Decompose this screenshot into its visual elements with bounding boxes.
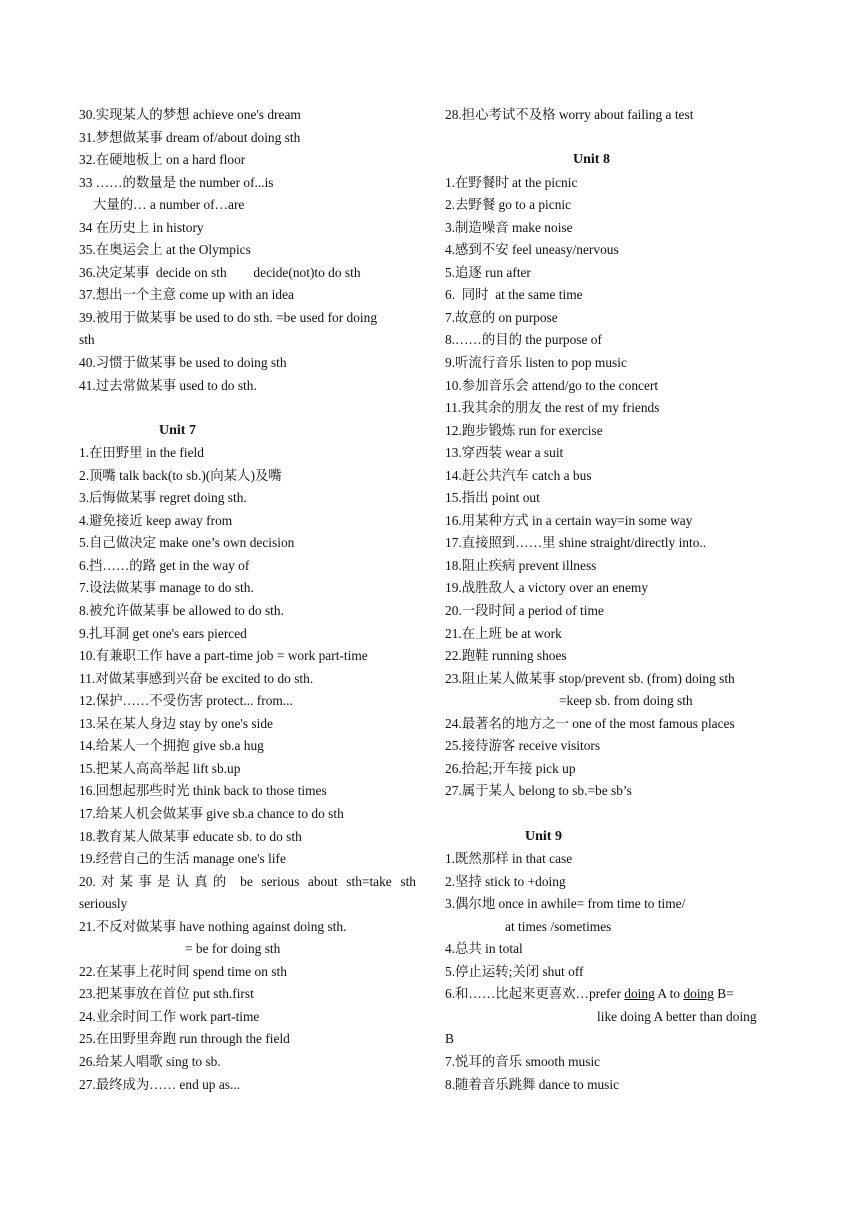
entry-line: at times /sometimes — [505, 918, 612, 934]
entry-line: 5.追逐 run after — [445, 264, 531, 280]
blank-line — [79, 397, 416, 420]
entry-line: 37.想出一个主意 come up with an idea — [79, 287, 294, 303]
entry-line: 39.被用于做某事 be used to do sth. =be used for doing — [79, 309, 378, 325]
entry-line: 3.后悔做某事 regret doing sth. — [79, 490, 247, 506]
entry-line: 5.停止运转;关闭 shut off — [445, 963, 584, 979]
entry-line: 25.在田野里奔跑 run through the field — [79, 1031, 290, 1047]
entry-line: 35.在奥运会上 at the Olympics — [79, 242, 251, 258]
entry-line: 14.赶公共汽车 catch a bus — [445, 467, 592, 483]
entry-line: 11.对做某事感到兴奋 be excited to do sth. — [79, 670, 314, 686]
entry-line: 12.跑步锻炼 run for exercise — [445, 422, 603, 438]
entry-line: 28.担心考试不及格 worry about failing a test — [445, 107, 694, 122]
entry-line: 8.随着音乐跳舞 dance to music — [445, 1076, 620, 1092]
entry-line: 33 ……的数量是 the number of...is — [79, 174, 274, 190]
entry-line: 2.顶嘴 talk back(to sb.)(向某人)及嘴 — [79, 467, 282, 483]
entry-line: 7.设法做某事 manage to do sth. — [79, 580, 254, 596]
entry-line: 18.阻止疾病 prevent illness — [445, 557, 597, 573]
entry-line: B — [445, 1031, 454, 1047]
entry-line: 7.悦耳的音乐 smooth music — [445, 1053, 601, 1069]
entry-line: 13.呆在某人身边 stay by one's side — [79, 715, 273, 731]
entry-line: 4.总共 in total — [445, 941, 523, 957]
entry-line: 9.听流行音乐 listen to pop music — [445, 355, 627, 371]
entry-line: 3.偶尔地 once in awhile= from time to time/ — [445, 896, 686, 912]
entry-line: seriously — [79, 896, 128, 912]
entry-line: 15.指出 point out — [445, 490, 540, 506]
entry-line: 15.把某人高高举起 lift sb.up — [79, 760, 241, 776]
entry-line — [445, 983, 785, 1006]
entry-line: 1.在野餐时 at the picnic — [445, 174, 578, 190]
entry-line: 26.给某人唱歌 sing to sb. — [79, 1053, 221, 1069]
unit-heading: Unit 9 — [525, 828, 562, 844]
entry-line: 2.去野餐 go to a picnic — [445, 197, 572, 213]
entry-line: 30.实现某人的梦想 achieve one's dream — [79, 107, 301, 122]
entry-line: 17.给某人机会做某事 give sb.a chance to do sth — [79, 805, 344, 821]
entry-line: 10.参加音乐会 attend/go to the concert — [445, 377, 659, 393]
entry-line: 24.最著名的地方之一 one of the most famous places — [445, 715, 735, 731]
entry-line: 7.故意的 on purpose — [445, 309, 558, 325]
entry-line: 6. 同时 at the same time — [445, 287, 583, 303]
entry-line: 26.拾起;开车接 pick up — [445, 760, 576, 776]
left-column — [79, 104, 416, 1096]
entry-line: 24.业余时间工作 work part-time — [79, 1008, 260, 1024]
entry-line: sth — [79, 332, 95, 348]
entry-line: 14.给某人一个拥抱 give sb.a hug — [79, 738, 264, 754]
entry-line: 40.习惯于做某事 be used to doing sth — [79, 355, 287, 371]
entry-line: = be for doing sth — [185, 941, 281, 957]
entry-line: 1.既然那样 in that case — [445, 851, 573, 867]
entry-line: 36.决定某事 decide on sth decide(not)to do sth — [79, 264, 361, 280]
text-segment: A to — [654, 986, 684, 1002]
entry-line: 27.属于某人 belong to sb.=be sb’s — [445, 783, 632, 799]
entry-line: 8.被允许做某事 be allowed to do sth. — [79, 603, 284, 619]
entry-line: 23.阻止某人做某事 stop/prevent sb. (from) doing sth — [445, 670, 735, 686]
entry-line: 21.在上班 be at work — [445, 625, 562, 641]
entry-line: 32.在硬地板上 on a hard floor — [79, 152, 246, 168]
entry-line: 4.感到不安 feel uneasy/nervous — [445, 242, 619, 258]
entry-line: 4.避免接近 keep away from — [79, 512, 233, 528]
entry-line: like doing A better than doing — [597, 1008, 757, 1024]
entry-line: 16.用某种方式 in a certain way=in some way — [445, 512, 693, 528]
entry-line: 12.保护……不受伤害 protect... from... — [79, 693, 293, 709]
entry-line: 31.梦想做某事 dream of/about doing sth — [79, 129, 301, 145]
entry-line: 22.在某事上花时间 spend time on sth — [79, 963, 287, 979]
entry-line: 19.战胜敌人 a victory over an enemy — [445, 580, 649, 596]
entry-line: 2.坚持 stick to +doing — [445, 873, 566, 889]
entry-line: 8.……的目的 the purpose of — [445, 332, 602, 348]
entry-line: 10.有兼职工作 have a part-time job = work part-time — [79, 648, 368, 664]
text-segment: 6.和……比起来更喜欢…prefer — [445, 986, 625, 1002]
unit-heading: Unit 8 — [573, 152, 610, 168]
underlined-word: doing — [624, 986, 655, 1002]
entry-line: 25.接待游客 receive visitors — [445, 738, 601, 754]
unit-heading: Unit 7 — [159, 422, 196, 438]
blank-line — [445, 127, 785, 150]
right-column — [445, 104, 785, 1096]
entry-line: 34 在历史上 in history — [79, 219, 204, 235]
entry-line: 22.跑鞋 running shoes — [445, 648, 567, 664]
entry-line: 1.在田野里 in the field — [79, 445, 204, 461]
entry-line: =keep sb. from doing sth — [559, 693, 693, 709]
entry-line: 13.穿西装 wear a suit — [445, 445, 564, 461]
entry-line: 5.自己做决定 make one’s own decision — [79, 535, 295, 551]
entry-line: 大量的… a number of…are — [93, 197, 245, 213]
entry-line: 23.把某事放在首位 put sth.first — [79, 986, 254, 1002]
entry-line: 20.对某事是认真的 be serious about sth=take sth — [79, 873, 416, 889]
entry-line: 11.我其余的朋友 the rest of my friends — [445, 400, 660, 416]
entry-line: 20.一段时间 a period of time — [445, 603, 604, 619]
entry-line: 41.过去常做某事 used to do sth. — [79, 377, 257, 393]
entry-line: 21.不反对做某事 have nothing against doing sth. — [79, 918, 347, 934]
entry-line: 3.制造噪音 make noise — [445, 219, 573, 235]
entry-line: 16.回想起那些时光 think back to those times — [79, 783, 327, 799]
text-segment: B= — [713, 986, 734, 1002]
underlined-word: doing — [683, 986, 714, 1002]
entry-line: 27.最终成为…… end up as... — [79, 1076, 241, 1092]
blank-line — [445, 803, 785, 826]
entry-line: 6.挡……的路 get in the way of — [79, 557, 250, 573]
entry-line: 19.经营自己的生活 manage one's life — [79, 851, 286, 867]
entry-line: 17.直接照到……里 shine straight/directly into.. — [445, 535, 707, 551]
entry-line: 9.扎耳洞 get one's ears pierced — [79, 625, 247, 641]
entry-line: 18.教育某人做某事 educate sb. to do sth — [79, 828, 302, 844]
